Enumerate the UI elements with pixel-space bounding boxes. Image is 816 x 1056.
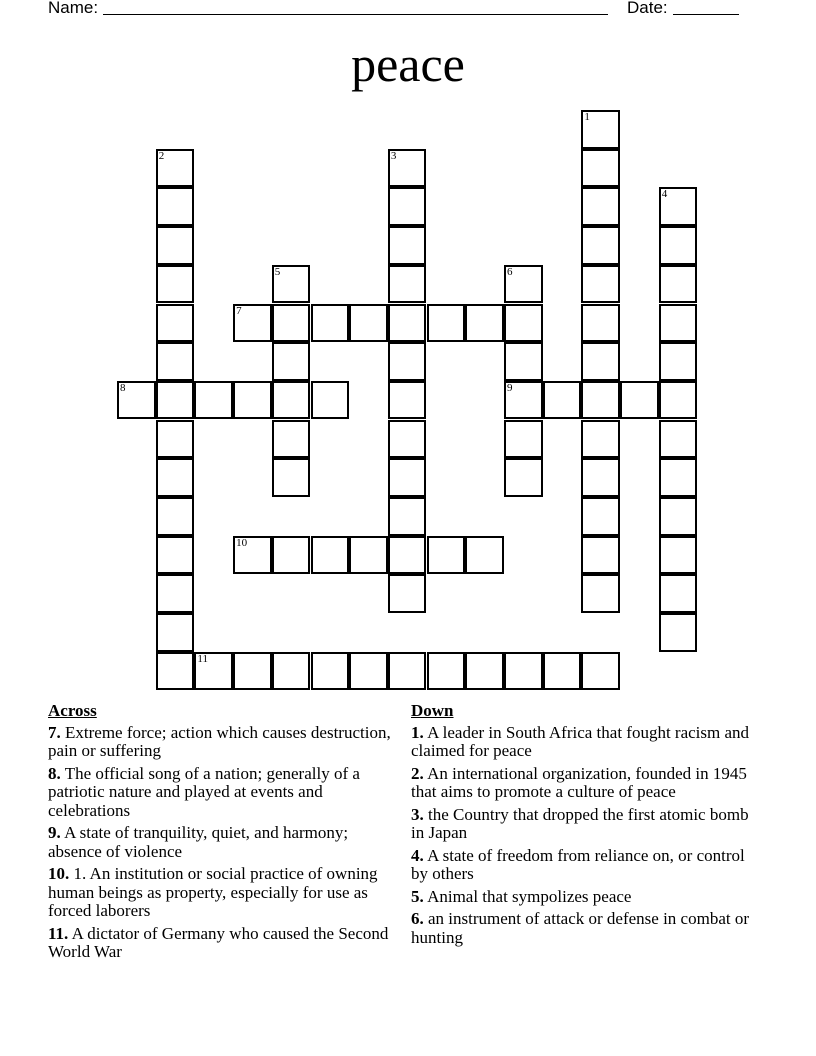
clue-text: the Country that dropped the first atomic bomb in Japan xyxy=(411,804,749,842)
cell-number: 7 xyxy=(236,304,242,317)
crossword-cell[interactable] xyxy=(349,536,388,575)
crossword-cell[interactable] xyxy=(427,652,466,691)
crossword-cell[interactable] xyxy=(272,652,311,691)
crossword-cell[interactable] xyxy=(427,304,466,343)
crossword-cell[interactable] xyxy=(388,265,427,304)
crossword-cell[interactable] xyxy=(581,458,620,497)
crossword-cell[interactable] xyxy=(581,226,620,265)
crossword-cell[interactable] xyxy=(388,497,427,536)
crossword-cell[interactable] xyxy=(311,652,350,691)
clue-text: A state of freedom from reliance on, or control by others xyxy=(411,845,745,883)
crossword-cell[interactable] xyxy=(581,149,620,188)
clue-text: 1. An institution or social practice of owning human beings as property, especially for use as forced laborers xyxy=(48,864,378,920)
crossword-cell[interactable] xyxy=(156,149,195,188)
across-clue xyxy=(48,824,393,861)
crossword-cell[interactable] xyxy=(233,304,272,343)
crossword-cell[interactable] xyxy=(581,304,620,343)
clue-number: 10. xyxy=(48,864,70,883)
crossword-cell[interactable] xyxy=(272,342,311,381)
crossword-cell[interactable] xyxy=(156,226,195,265)
clue-number: 9. xyxy=(48,823,61,842)
crossword-cell[interactable] xyxy=(156,381,195,420)
cell-number: 6 xyxy=(507,265,513,278)
name-label: Name: xyxy=(48,0,99,17)
clue-number: 5. xyxy=(411,886,424,906)
down-clue xyxy=(411,910,756,947)
crossword-cell[interactable] xyxy=(388,149,427,188)
across-clues xyxy=(48,702,393,966)
crossword-cell[interactable] xyxy=(388,226,427,265)
down-clue xyxy=(411,806,756,843)
crossword-cell[interactable] xyxy=(388,342,427,381)
clue-text: A leader in South Africa that fought racism and claimed for peace xyxy=(411,722,750,760)
cell-number: 2 xyxy=(158,149,165,162)
crossword-cell[interactable] xyxy=(659,304,698,343)
cell-number: 10 xyxy=(236,536,248,549)
crossword-cell[interactable] xyxy=(581,536,620,575)
down-clue xyxy=(411,847,756,884)
across-clue xyxy=(48,765,393,821)
crossword-cell[interactable] xyxy=(543,652,582,691)
crossword-cell[interactable] xyxy=(194,652,233,691)
clue-number: 11. xyxy=(48,923,69,943)
crossword-cell[interactable] xyxy=(659,574,698,613)
crossword-cell[interactable] xyxy=(388,458,427,497)
crossword-cell[interactable] xyxy=(504,420,543,459)
clue-number: 3. xyxy=(411,804,424,824)
crossword-cell[interactable] xyxy=(659,536,698,575)
clue-number: 1. xyxy=(411,722,424,742)
crossword-cell[interactable] xyxy=(659,497,698,536)
clue-text: The official song of a nation; generally of a patriotic nature and played at events and celebrations xyxy=(48,763,360,820)
crossword-cell[interactable] xyxy=(504,265,543,304)
crossword-cell[interactable] xyxy=(504,304,543,343)
crossword-cell[interactable] xyxy=(465,304,504,343)
clue-number: 2. xyxy=(411,763,424,783)
crossword-cell[interactable] xyxy=(156,536,195,575)
crossword-cell[interactable] xyxy=(156,497,195,536)
cell-number: 5 xyxy=(274,265,281,278)
clue-number: 7. xyxy=(48,722,61,742)
crossword-cell[interactable] xyxy=(349,304,388,343)
crossword-cell[interactable] xyxy=(581,497,620,536)
crossword-cell[interactable] xyxy=(388,304,427,343)
crossword-cell[interactable] xyxy=(504,342,543,381)
date-label: Date: xyxy=(627,0,668,17)
crossword-cell[interactable] xyxy=(156,420,195,459)
crossword-cell[interactable] xyxy=(659,342,698,381)
crossword-cell[interactable] xyxy=(156,458,195,497)
crossword-cell[interactable] xyxy=(581,574,620,613)
crossword-cell[interactable] xyxy=(427,536,466,575)
clue-text: An international organization, founded in 1945 that aims to promote a culture of peace xyxy=(411,763,747,801)
cell-number: 9 xyxy=(507,381,513,394)
clue-text: A dictator of Germany who caused the Second World War xyxy=(48,923,389,961)
clue-text: Extreme force; action which causes destruction, pain or suffering xyxy=(48,722,391,760)
across-clue xyxy=(48,925,393,962)
crossword-cell[interactable] xyxy=(465,536,504,575)
crossword-cell[interactable] xyxy=(543,381,582,420)
crossword-cell[interactable] xyxy=(620,381,659,420)
clue-text: Animal that sympolizes peace xyxy=(427,886,632,906)
crossword-cell[interactable] xyxy=(156,187,195,226)
crossword-cell[interactable] xyxy=(349,652,388,691)
crossword-cell[interactable] xyxy=(272,265,311,304)
crossword-cell[interactable] xyxy=(156,304,195,343)
crossword-cell[interactable] xyxy=(311,536,350,575)
down-clue xyxy=(411,888,756,907)
crossword-cell[interactable] xyxy=(272,536,311,575)
crossword-cell[interactable] xyxy=(388,381,427,420)
crossword-cell[interactable] xyxy=(388,574,427,613)
crossword-cell[interactable] xyxy=(156,342,195,381)
down-clues xyxy=(411,702,756,951)
cell-number: 3 xyxy=(390,149,397,162)
crossword-cell[interactable] xyxy=(659,420,698,459)
crossword-cell[interactable] xyxy=(465,652,504,691)
down-clue xyxy=(411,765,756,802)
crossword-cell[interactable] xyxy=(581,342,620,381)
crossword-cell[interactable] xyxy=(156,613,195,652)
crossword-cell[interactable] xyxy=(659,226,698,265)
crossword-cell[interactable] xyxy=(659,613,698,652)
crossword-cell[interactable] xyxy=(659,187,698,226)
crossword-cell[interactable] xyxy=(311,304,350,343)
crossword-cell[interactable] xyxy=(117,381,156,420)
crossword-cell[interactable] xyxy=(504,458,543,497)
down-heading: Down xyxy=(411,701,454,720)
across-clue xyxy=(48,724,393,761)
crossword-cell[interactable] xyxy=(581,381,620,420)
clue-number: 8. xyxy=(48,763,61,783)
cell-number: 1 xyxy=(584,111,590,123)
clue-text: A state of tranquility, quiet, and harmony; absence of violence xyxy=(48,823,349,861)
crossword-cell[interactable] xyxy=(504,652,543,691)
cell-number: 11 xyxy=(197,652,208,665)
crossword-cell[interactable] xyxy=(156,265,195,304)
crossword-cell[interactable] xyxy=(233,536,272,575)
crossword-cell[interactable] xyxy=(194,381,233,420)
clue-number: 4. xyxy=(411,845,424,865)
crossword-cell[interactable] xyxy=(272,420,311,459)
crossword-cell[interactable] xyxy=(581,265,620,304)
crossword-cell[interactable] xyxy=(659,458,698,497)
across-heading: Across xyxy=(48,701,97,720)
crossword-cell[interactable] xyxy=(272,458,311,497)
across-clue xyxy=(48,865,393,921)
cell-number: 8 xyxy=(120,381,126,394)
crossword-cell[interactable] xyxy=(272,381,311,420)
down-clue xyxy=(411,724,756,761)
crossword-cell[interactable] xyxy=(233,381,272,420)
crossword-cell[interactable] xyxy=(581,420,620,459)
crossword-cell[interactable] xyxy=(233,652,272,691)
clue-number: 6. xyxy=(411,909,424,928)
crossword-cell[interactable] xyxy=(311,381,350,420)
crossword-cell[interactable] xyxy=(659,265,698,304)
crossword-cell[interactable] xyxy=(388,536,427,575)
crossword-cell[interactable] xyxy=(581,652,620,691)
cell-number: 4 xyxy=(661,188,668,201)
crossword-cell[interactable] xyxy=(504,381,543,420)
crossword-cell[interactable] xyxy=(156,652,195,691)
crossword-cell[interactable] xyxy=(388,652,427,691)
crossword-cell[interactable] xyxy=(272,304,311,343)
crossword-cell[interactable] xyxy=(388,420,427,459)
puzzle-title: peace xyxy=(351,36,465,92)
crossword-cell[interactable] xyxy=(388,187,427,226)
crossword-cell[interactable] xyxy=(581,110,620,149)
crossword-cell[interactable] xyxy=(581,187,620,226)
clue-text: an instrument of attack or defense in combat or hunting xyxy=(411,909,749,947)
crossword-cell[interactable] xyxy=(659,381,698,420)
crossword-cell[interactable] xyxy=(156,574,195,613)
